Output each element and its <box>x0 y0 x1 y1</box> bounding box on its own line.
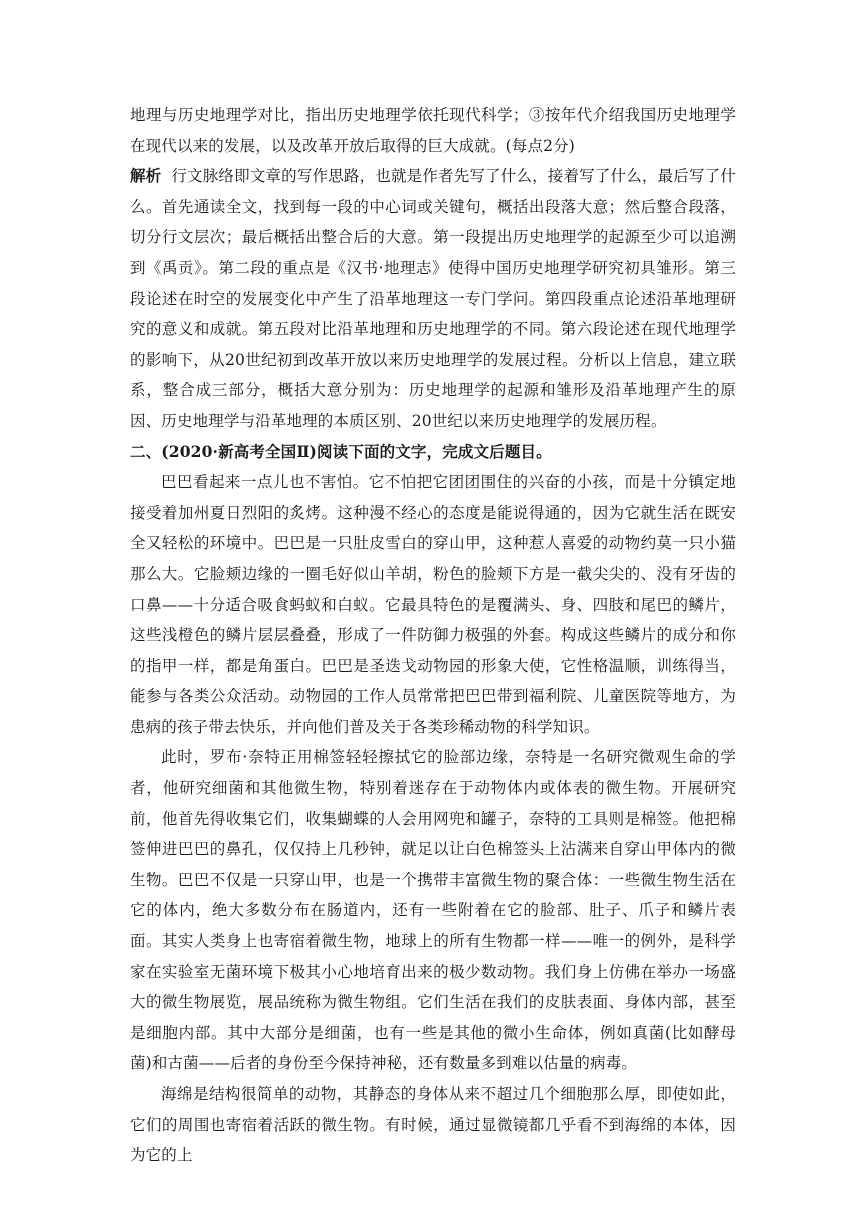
answer-tail: 地理与历史地理学对比，指出历史地理学依托现代科学；③按年代介绍我国历史地理学在现代以来的发展，以及改革开放后取得的巨大成就。(每点2分) <box>130 106 736 155</box>
passage-paragraph-3: 海绵是结构很简单的动物，其静态的身体从来不超过几个细胞那么厚，即使如此，它们的周围也寄宿着活跃的微生物。有时候，通过显微镜都几乎看不到海绵的本体，因为它的上 <box>130 1085 736 1165</box>
analysis-label: 解析 <box>130 166 162 186</box>
analysis-paragraph <box>130 161 736 436</box>
section-heading: 二、(2020·新高考全国Ⅱ)阅读下面的文字，完成文后题目。 <box>130 441 552 461</box>
document-body <box>130 100 736 1171</box>
passage-paragraph-1: 巴巴看起来一点儿也不害怕。它不怕把它团团围住的兴奋的小孩，而是十分镇定地接受着加州夏日烈阳的炙烤。这种漫不经心的态度是能说得通的，因为它就生活在既安全又轻松的环境中。巴巴是一只肚皮雪白的穿山甲，这种惹人喜爱的动物约莫一只小猫那么大。它脸颊边缘的一圈毛好似山羊胡，粉色的脸颊下方是一截尖尖的、没有牙齿的口鼻——十分适合吸食蚂蚁和白蚁。它最具特色的是覆满头、身、四肢和尾巴的鳞片，这些浅橙色的鳞片层层叠叠，形成了一件防御力极强的外套。构成这些鳞片的成分和你的指甲一样，都是角蛋白。巴巴是圣迭戈动物园的形象大使，它性格温顺，训练得当，能参与各类公众活动。动物园的工作人员常常把巴巴带到福利院、儿童医院等地方，为患病的孩子带去快乐，并向他们普及关于各类珍稀动物的科学知识。 <box>130 473 736 736</box>
analysis-text: 行文脉络即文章的写作思路，也就是作者先写了什么，接着写了什么，最后写了什么。首先通读全文，找到每一段的中心词或关键句，概括出段落大意；然后整合段落，切分行文层次；最后概括出整合后的大意。第一段提出历史地理学的起源至少可以追溯到《禹贡》。第二段的重点是《汉书·地理志》使得中国历史地理学研究初具雏形。第三段论述在时空的发展变化中产生了沿革地理这一专门学问。第四段重点论述沿革地理研究的意义和成就。第五段对比沿革地理和历史地理学的不同。第六段论述在现代地理学的影响下，从20世纪初到改革开放以来历史地理学的发展过程。分析以上信息，建立联系，整合成三部分，概括大意分别为：历史地理学的起源和雏形及沿革地理产生的原因、历史地理学与沿革地理的本质区别、20世纪以来历史地理学的发展历程。 <box>130 167 736 430</box>
passage-paragraph-2: 此时，罗布·奈特正用棉签轻轻擦拭它的脸部边缘，奈特是一名研究微观生命的学者，他研究细菌和其他微生物，特别着迷存在于动物体内或体表的微生物。开展研究前，他首先得收集它们，收集蝴蝶的人会用网兜和罐子，奈特的工具则是棉签。他把棉签伸进巴巴的鼻孔，仅仅持上几秒钟，就足以让白色棉签头上沾满来自穿山甲体内的微生物。巴巴不仅是一只穿山甲，也是一个携带丰富微生物的聚合体：一些微生物生活在它的体内，绝大多数分布在肠道内，还有一些附着在它的脸部、肚子、爪子和鳞片表面。其实人类身上也寄宿着微生物，地球上的所有生物都一样——唯一的例外，是科学家在实验室无菌环境下极其小心地培育出来的极少数动物。我们身上仿佛在举办一场盛大的微生物展览，展品统称为微生物组。它们生活在我们的皮肤表面、身体内部，甚至是细胞内部。其中大部分是细菌，也有一些是其他的微小生命体，例如真菌(比如酵母菌)和古菌——后者的身份至今保持神秘，还有数量多到难以估量的病毒。 <box>130 748 736 1073</box>
